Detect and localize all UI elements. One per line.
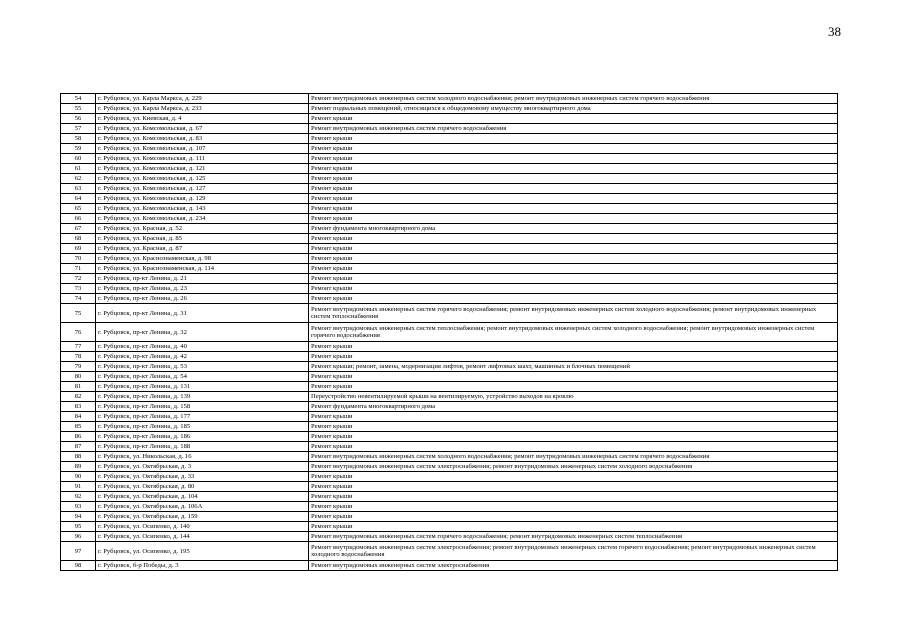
row-address: г. Рубцовск, пр-кт Ленина, д. 40 — [96, 342, 309, 352]
row-work: Ремонт крыши — [309, 144, 838, 154]
row-work: Ремонт крыши — [309, 372, 838, 382]
row-work: Ремонт крыши — [309, 244, 838, 254]
row-address: г. Рубцовск, ул. Карла Маркса, д. 233 — [96, 104, 309, 114]
table-row — [61, 114, 838, 124]
row-address: г. Рубцовск, ул. Красная, д. 85 — [96, 234, 309, 244]
row-number: 75 — [61, 304, 96, 323]
table-row — [61, 184, 838, 194]
row-address: г. Рубцовск, пр-кт Ленина, д. 186 — [96, 432, 309, 442]
row-number: 80 — [61, 372, 96, 382]
table-row — [61, 522, 838, 532]
row-number: 72 — [61, 274, 96, 284]
row-number: 62 — [61, 174, 96, 184]
row-work: Ремонт крыши — [309, 422, 838, 432]
row-address: г. Рубцовск, пр-кт Ленина, д. 185 — [96, 422, 309, 432]
row-number: 70 — [61, 254, 96, 264]
row-address: г. Рубцовск, ул. Комсомольская, д. 143 — [96, 204, 309, 214]
table-row — [61, 502, 838, 512]
table-row — [61, 224, 838, 234]
row-number: 59 — [61, 144, 96, 154]
row-address: г. Рубцовск, ул. Осипенко, д. 195 — [96, 542, 309, 561]
row-number: 78 — [61, 352, 96, 362]
row-work: Ремонт крыши — [309, 412, 838, 422]
table-row — [61, 472, 838, 482]
row-address: г. Рубцовск, ул. Октябрьская, д. 104 — [96, 492, 309, 502]
row-address: г. Рубцовск, ул. Октябрьская, д. 3 — [96, 462, 309, 472]
row-work: Ремонт внутридомовых инженерных систем холодного водоснабжения; ремонт внутридомовых инженерных систем горячего водоснабжения — [309, 94, 838, 104]
table-row — [61, 144, 838, 154]
row-number: 57 — [61, 124, 96, 134]
table-row — [61, 154, 838, 164]
table-row — [61, 532, 838, 542]
row-address: г. Рубцовск, пр-кт Ленина, д. 139 — [96, 392, 309, 402]
row-work: Ремонт крыши; ремонт, замена, модернизация лифтов, ремонт лифтовых шахт, машинных и блочных помещений — [309, 362, 838, 372]
row-address: г. Рубцовск, ул. Октябрьская, д. 33 — [96, 472, 309, 482]
row-address: г. Рубцовск, пр-кт Ленина, д. 32 — [96, 323, 309, 342]
row-number: 85 — [61, 422, 96, 432]
table-row — [61, 274, 838, 284]
row-address: г. Рубцовск, ул. Краснознаменская, д. 114 — [96, 264, 309, 274]
row-address: г. Рубцовск, б-р Победы, д. 3 — [96, 561, 309, 571]
row-address: г. Рубцовск, пр-кт Ленина, д. 23 — [96, 284, 309, 294]
row-work: Ремонт крыши — [309, 472, 838, 482]
row-number: 73 — [61, 284, 96, 294]
row-work: Ремонт крыши — [309, 204, 838, 214]
row-number: 83 — [61, 402, 96, 412]
table-row — [61, 214, 838, 224]
row-address: г. Рубцовск, ул. Комсомольская, д. 121 — [96, 164, 309, 174]
row-work: Ремонт внутридомовых инженерных систем горячего водоснабжения; ремонт внутридомовых инженерных систем теплоснабжения — [309, 532, 838, 542]
table-row — [61, 452, 838, 462]
row-work: Ремонт крыши — [309, 194, 838, 204]
row-work: Переустройство невентилируемой крыши на вентилируемую, устройство выходов на кровлю — [309, 392, 838, 402]
row-number: 98 — [61, 561, 96, 571]
table-row — [61, 323, 838, 342]
row-address: г. Рубцовск, пр-кт Ленина, д. 54 — [96, 372, 309, 382]
table-row — [61, 294, 838, 304]
table-row — [61, 542, 838, 561]
row-address: г. Рубцовск, ул. Комсомольская, д. 67 — [96, 124, 309, 134]
row-address: г. Рубцовск, ул. Комсомольская, д. 111 — [96, 154, 309, 164]
row-number: 60 — [61, 154, 96, 164]
row-work: Ремонт крыши — [309, 254, 838, 264]
row-address: г. Рубцовск, пр-кт Ленина, д. 188 — [96, 442, 309, 452]
row-address: г. Рубцовск, ул. Комсомольская, д. 129 — [96, 194, 309, 204]
table-row — [61, 304, 838, 323]
row-work: Ремонт крыши — [309, 522, 838, 532]
row-address: г. Рубцовск, пр-кт Ленина, д. 42 — [96, 352, 309, 362]
row-address: г. Рубцовск, пр-кт Ленина, д. 177 — [96, 412, 309, 422]
table-body — [61, 94, 838, 571]
row-address: г. Рубцовск, ул. Осипенко, д. 144 — [96, 532, 309, 542]
table-row — [61, 94, 838, 104]
row-number: 84 — [61, 412, 96, 422]
row-work: Ремонт крыши — [309, 284, 838, 294]
row-number: 66 — [61, 214, 96, 224]
row-address: г. Рубцовск, ул. Карла Маркса, д. 229 — [96, 94, 309, 104]
table-row — [61, 134, 838, 144]
row-address: г. Рубцовск, ул. Комсомольская, д. 83 — [96, 134, 309, 144]
row-number: 88 — [61, 452, 96, 462]
table-row — [61, 204, 838, 214]
row-number: 74 — [61, 294, 96, 304]
table-row — [61, 342, 838, 352]
row-work: Ремонт крыши — [309, 442, 838, 452]
table-row — [61, 432, 838, 442]
row-work: Ремонт крыши — [309, 264, 838, 274]
row-work: Ремонт крыши — [309, 502, 838, 512]
row-address: г. Рубцовск, ул. Красная, д. 87 — [96, 244, 309, 254]
row-work: Ремонт внутридомовых инженерных систем горячего водоснабжения — [309, 124, 838, 134]
row-work: Ремонт крыши — [309, 274, 838, 284]
table-row — [61, 254, 838, 264]
table-row — [61, 442, 838, 452]
row-number: 64 — [61, 194, 96, 204]
row-number: 81 — [61, 382, 96, 392]
row-number: 77 — [61, 342, 96, 352]
row-work: Ремонт внутридомовых инженерных систем горячего водоснабжения; ремонт внутридомовых инженерных систем холодного водоснабжения; ремонт внутридомовых инженерных систем теплоснабжения — [309, 304, 838, 323]
table-row — [61, 561, 838, 571]
row-work: Ремонт крыши — [309, 294, 838, 304]
row-work: Ремонт внутридомовых инженерных систем электроснабжения — [309, 561, 838, 571]
row-address: г. Рубцовск, ул. Красная, д. 52 — [96, 224, 309, 234]
row-work: Ремонт крыши — [309, 512, 838, 522]
row-address: г. Рубцовск, ул. Комсомольская, д. 107 — [96, 144, 309, 154]
row-work: Ремонт крыши — [309, 482, 838, 492]
row-address: г. Рубцовск, пр-кт Ленина, д. 53 — [96, 362, 309, 372]
row-number: 76 — [61, 323, 96, 342]
row-work: Ремонт внутридомовых инженерных систем холодного водоснабжения; ремонт внутридомовых инженерных систем горячего водоснабжения — [309, 452, 838, 462]
row-address: г. Рубцовск, пр-кт Ленина, д. 21 — [96, 274, 309, 284]
table-row — [61, 194, 838, 204]
row-number: 56 — [61, 114, 96, 124]
row-number: 63 — [61, 184, 96, 194]
repair-table — [60, 93, 838, 571]
table-row — [61, 422, 838, 432]
row-address: г. Рубцовск, ул. Октябрьская, д. 106А — [96, 502, 309, 512]
row-number: 86 — [61, 432, 96, 442]
row-number: 54 — [61, 94, 96, 104]
row-number: 61 — [61, 164, 96, 174]
table-row — [61, 234, 838, 244]
table-row — [61, 264, 838, 274]
row-number: 71 — [61, 264, 96, 274]
row-address: г. Рубцовск, пр-кт Ленина, д. 131 — [96, 382, 309, 392]
row-address: г. Рубцовск, пр-кт Ленина, д. 31 — [96, 304, 309, 323]
row-address: г. Рубцовск, ул. Никольская, д. 16 — [96, 452, 309, 462]
row-work: Ремонт крыши — [309, 352, 838, 362]
row-number: 82 — [61, 392, 96, 402]
row-number: 58 — [61, 134, 96, 144]
row-number: 90 — [61, 472, 96, 482]
row-work: Ремонт крыши — [309, 382, 838, 392]
row-number: 91 — [61, 482, 96, 492]
row-work: Ремонт крыши — [309, 164, 838, 174]
row-address: г. Рубцовск, ул. Осипенко, д. 140 — [96, 522, 309, 532]
table-row — [61, 512, 838, 522]
row-work: Ремонт крыши — [309, 342, 838, 352]
row-address: г. Рубцовск, ул. Комсомольская, д. 125 — [96, 174, 309, 184]
row-address: г. Рубцовск, ул. Краснознаменская, д. 98 — [96, 254, 309, 264]
row-number: 95 — [61, 522, 96, 532]
table-row — [61, 412, 838, 422]
row-work: Ремонт внутридомовых инженерных систем электроснабжения; ремонт внутридомовых инженерных систем холодного водоснабжения — [309, 462, 838, 472]
table-row — [61, 372, 838, 382]
row-number: 97 — [61, 542, 96, 561]
row-address: г. Рубцовск, ул. Комсомольская, д. 234 — [96, 214, 309, 224]
row-address: г. Рубцовск, пр-кт Ленина, д. 158 — [96, 402, 309, 412]
table-row — [61, 164, 838, 174]
row-work: Ремонт крыши — [309, 234, 838, 244]
row-number: 69 — [61, 244, 96, 254]
row-number: 94 — [61, 512, 96, 522]
row-address: г. Рубцовск, пр-кт Ленина, д. 26 — [96, 294, 309, 304]
row-work: Ремонт крыши — [309, 154, 838, 164]
row-work: Ремонт крыши — [309, 114, 838, 124]
table-row — [61, 392, 838, 402]
table-row — [61, 174, 838, 184]
row-number: 87 — [61, 442, 96, 452]
table-row — [61, 402, 838, 412]
row-number: 55 — [61, 104, 96, 114]
row-work: Ремонт внутридомовых инженерных систем электроснабжения; ремонт внутридомовых инженерных систем горячего водоснабжения; ремонт внутридомовых инженерных систем холодного водоснабжения — [309, 542, 838, 561]
table-row — [61, 124, 838, 134]
table-row — [61, 362, 838, 372]
table-row — [61, 382, 838, 392]
row-number: 89 — [61, 462, 96, 472]
table-row — [61, 104, 838, 114]
row-work: Ремонт крыши — [309, 134, 838, 144]
row-number: 96 — [61, 532, 96, 542]
table-row — [61, 462, 838, 472]
table-row — [61, 284, 838, 294]
row-work: Ремонт внутридомовых инженерных систем теплоснабжения; ремонт внутридомовых инженерных систем холодного водоснабжения; ремонт внутридомовых инженерных систем горячего водоснабжения — [309, 323, 838, 342]
table-row — [61, 492, 838, 502]
row-number: 65 — [61, 204, 96, 214]
row-work: Ремонт крыши — [309, 184, 838, 194]
table-row — [61, 352, 838, 362]
row-number: 67 — [61, 224, 96, 234]
table-row — [61, 244, 838, 254]
row-number: 92 — [61, 492, 96, 502]
row-address: г. Рубцовск, ул. Октябрьская, д. 80 — [96, 482, 309, 492]
row-number: 68 — [61, 234, 96, 244]
row-work: Ремонт фундамента многоквартирного дома — [309, 402, 838, 412]
row-work: Ремонт крыши — [309, 174, 838, 184]
row-work: Ремонт крыши — [309, 432, 838, 442]
row-work: Ремонт крыши — [309, 492, 838, 502]
row-work: Ремонт крыши — [309, 214, 838, 224]
row-address: г. Рубцовск, ул. Киевская, д. 4 — [96, 114, 309, 124]
row-address: г. Рубцовск, ул. Октябрьская, д. 159 — [96, 512, 309, 522]
page-number: 38 — [828, 24, 841, 39]
row-address: г. Рубцовск, ул. Комсомольская, д. 127 — [96, 184, 309, 194]
row-work: Ремонт фундамента многоквартирного дома — [309, 224, 838, 234]
row-number: 79 — [61, 362, 96, 372]
row-number: 93 — [61, 502, 96, 512]
table-row — [61, 482, 838, 492]
row-work: Ремонт подвальных помещений, относящихся к общедомовому имуществу многоквартирного дома — [309, 104, 838, 114]
